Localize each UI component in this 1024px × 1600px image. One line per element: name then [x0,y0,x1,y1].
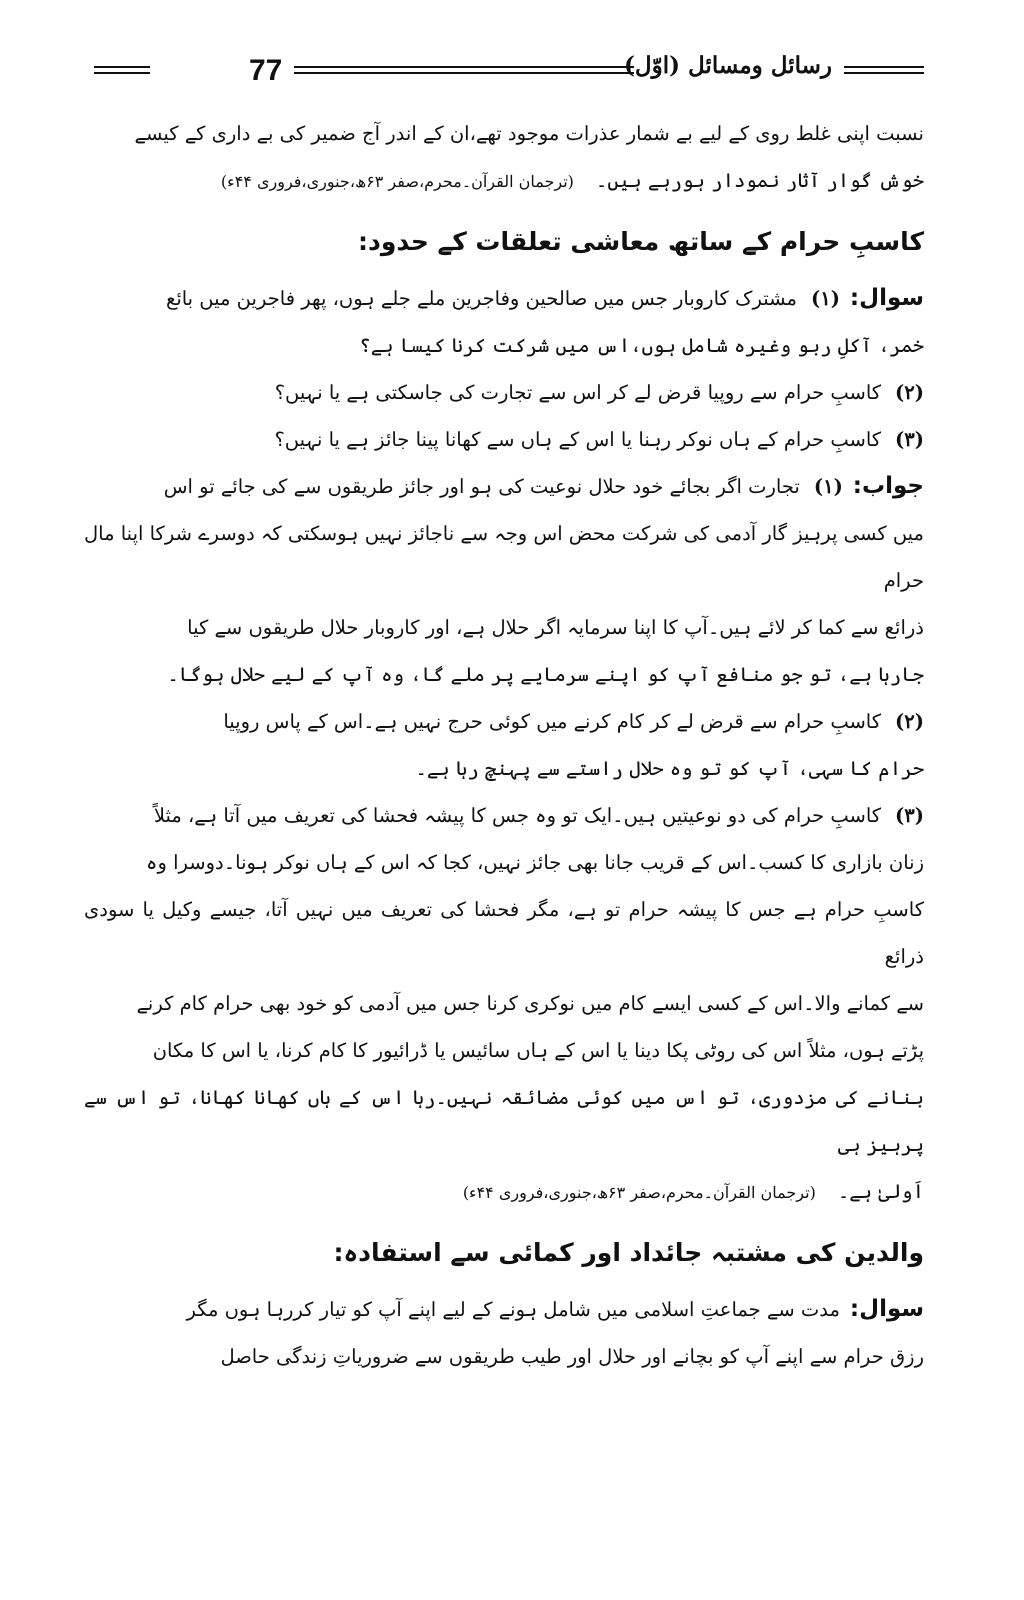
question-label: سوال: [849,1296,924,1322]
text-line: خمر، آکلِ ربو وغیرہ شامل ہوں،اس میں شرکت کرنا کیسا ہے؟ [359,334,924,357]
citation: (ترجمان القرآن۔محرم،صفر ۶۳ھ،جنوری،فروری ۴۴ء) [462,1183,816,1202]
text-line: نسبت اپنی غلط روی کے لیے بے شمار عذرات موجود تھے،ان کے اندر آج ضمیر کی بے داری کے کیسے [134,122,924,145]
header-rule-right-bottom [844,72,924,74]
text-line: سے کمانے والا۔اس کے کسی ایسے کام میں نوکری کرنا جس میں آدمی کو خود بھی حرام کام کرنے [136,992,924,1015]
text-line: ذرائع سے کما کر لائے ہیں۔آپ کا اپنا سرمایہ اگر حلال ہے، اور کاروبار حلال طریقوں سے کیا [187,616,924,639]
item-number: (۲) [895,381,924,404]
item-number: (۱) [813,475,843,498]
text-line: اَولیٰ ہے۔(ترجمان القرآن۔محرم،صفر ۶۳ھ،جنوری،فروری ۴۴ء) [462,1180,924,1203]
section-heading: کاسبِ حرام کے ساتھ معاشی تعلقات کے حدود: [358,227,924,256]
question-line: سوال:(۱)مشترک کاروبار جس میں صالحین وفاجرین ملے جلے ہوں، پھر فاجرین میں بائع [165,285,924,311]
question-line: سوال:مدت سے جماعتِ اسلامی میں شامل ہونے کے لیے اپنے آپ کو تیار کررہا ہوں مگر [186,1296,924,1322]
text-line: جارہا ہے، تو جو منافع آپ کو اپنے سرمایے پر ملے گا، وہ آپ کے لیے حلال ہوگا۔ [167,663,924,686]
item-number: (۳) [895,804,924,827]
text-line: پڑتے ہوں، مثلاً اس کی روٹی پکا دینا یا اس کے ہاں سائیس یا ڈرائیور کا کام کرنا، یا اس کا مکان [152,1039,924,1062]
header-rule-left-bottom [94,72,150,74]
page-header [84,52,924,98]
text-line: خوش گوار آثار نمودار ہورہے ہیں۔(ترجمان القرآن۔محرم،صفر ۶۳ھ،جنوری،فروری ۴۴ء) [220,169,924,192]
book-title: رسائل ومسائل (اوّل) [624,52,832,79]
answer-line: (۲)کاسبِ حرام سے قرض لے کر کام کرنے میں کوئی حرج نہیں ہے۔اس کے پاس روپیا [223,710,924,733]
question-line: (۲)کاسبِ حرام سے روپیا قرض لے کر اس سے تجارت کی جاسکتی ہے یا نہیں؟ [274,381,924,404]
page-number: 77 [249,54,283,87]
section-heading: والدین کی مشتبہ جائداد اور کمائی سے استفادہ: [333,1238,924,1267]
text-line: میں کسی پرہیز گار آدمی کی شرکت محض اس وجہ سے ناجائز نہیں ہوسکتی کہ دوسرے شرکا اپنا مال حرام [83,522,924,592]
header-rule-right-top [844,66,924,68]
page-body [84,110,924,1380]
answer-label: جواب: [852,473,924,499]
header-rule-middle-bottom [294,72,634,74]
text-line: زنان بازاری کا کسب۔اس کے قریب جانا بھی جائز نہیں، کجا کہ اس کے ہاں نوکر ہونا۔دوسرا وہ [146,851,924,874]
item-number: (۲) [895,710,924,733]
text-line: حرام کا سہی، آپ کو تو وہ حلال راستے سے پہنچ رہا ہے۔ [415,757,924,780]
text-line: بنانے کی مزدوری، تو اس میں کوئی مضائقہ نہیں۔رہا اس کے ہاں کھانا کھانا، تو اس سے پرہیز ہی [84,1086,924,1156]
item-number: (۱) [810,287,840,310]
header-rule-middle-top [294,66,634,68]
header-rule-left-top [94,66,150,68]
answer-line: جواب:(۱)تجارت اگر بجائے خود حلال نوعیت کی ہو اور جائز طریقوں سے کی جائے تو اس [163,473,924,499]
answer-line: (۳)کاسبِ حرام کی دو نوعیتیں ہیں۔ایک تو وہ جس کا پیشہ فحشا کی تعریف میں آتا ہے، مثلاً [153,804,924,827]
question-line: (۳)کاسبِ حرام کے ہاں نوکر رہنا یا اس کے ہاں سے کھانا پینا جائز ہے یا نہیں؟ [274,428,924,451]
item-number: (۳) [895,428,924,451]
question-label: سوال: [849,285,924,311]
citation: (ترجمان القرآن۔محرم،صفر ۶۳ھ،جنوری،فروری ۴۴ء) [220,172,574,191]
text-line: رزق حرام سے اپنے آپ کو بچانے اور حلال اور طیب طریقوں سے ضروریاتِ زندگی حاصل [220,1345,924,1368]
text-line: کاسبِ حرام ہے جس کا پیشہ حرام تو ہے، مگر فحشا کی تعریف میں نہیں آتا، جیسے وکیل یا سودی ذرائع [84,898,924,968]
